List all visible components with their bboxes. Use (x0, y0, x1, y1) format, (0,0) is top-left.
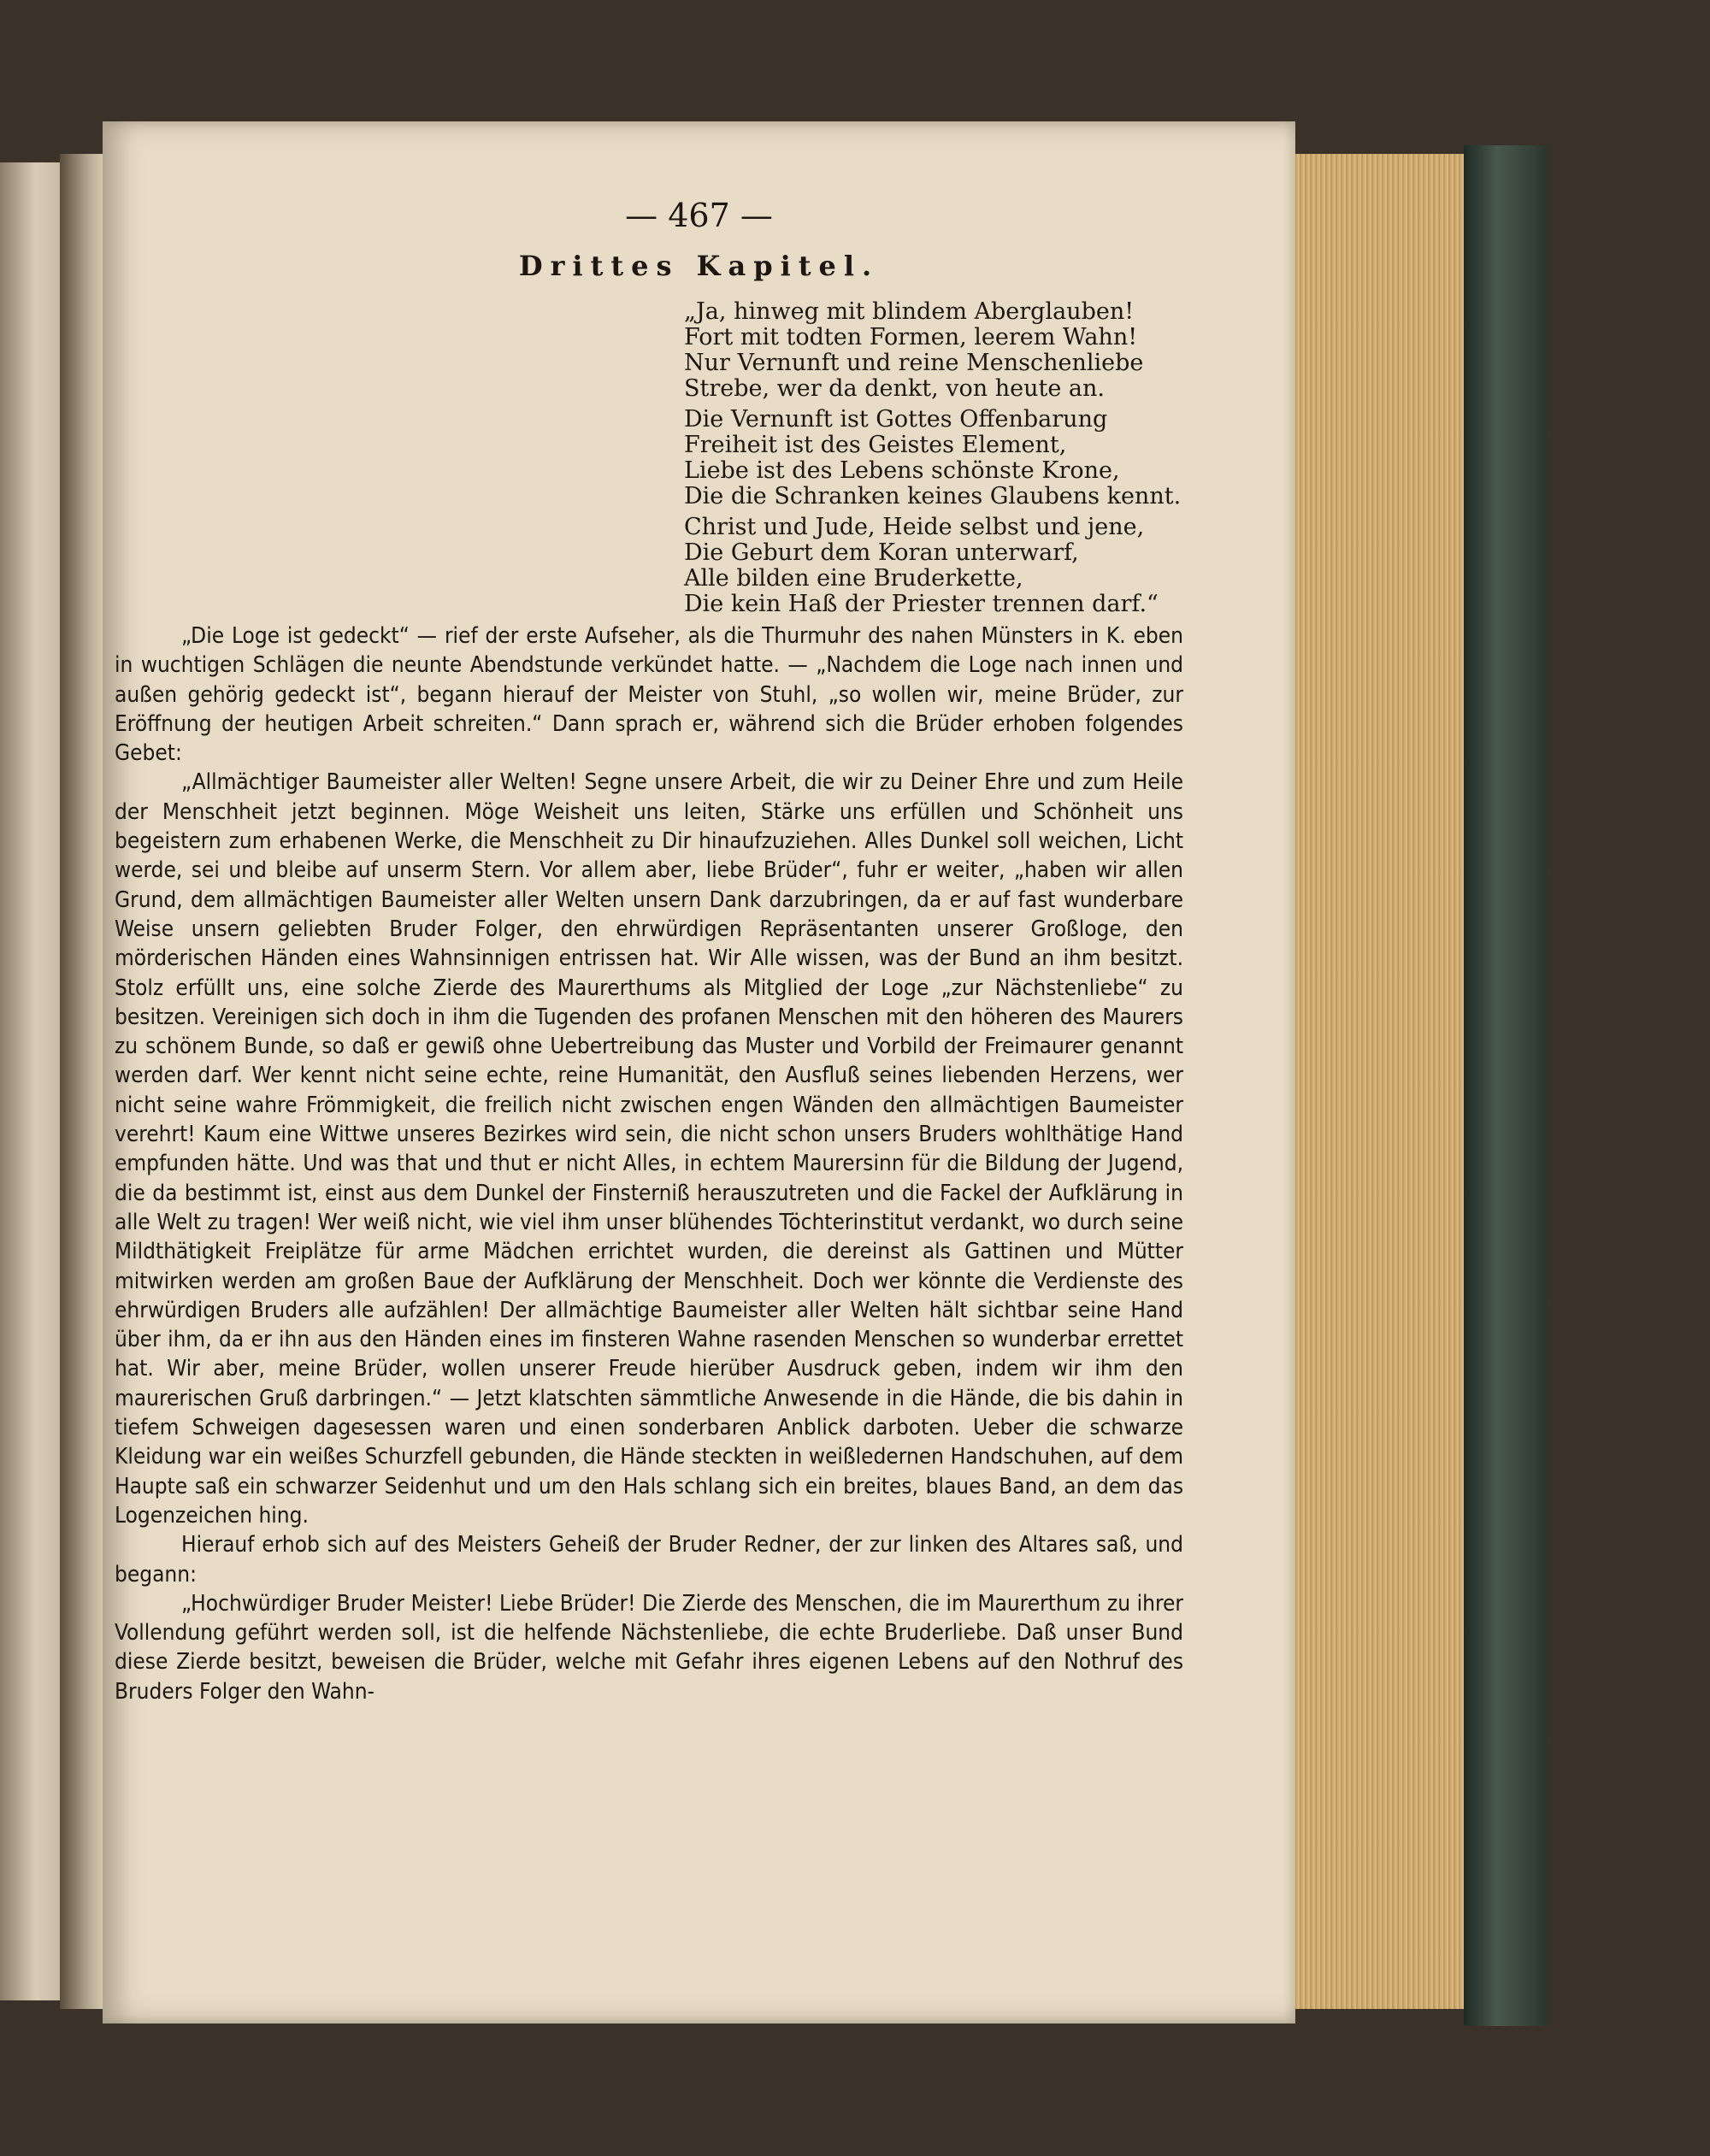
poem-line: Liebe ist des Lebens schönste Krone, (684, 457, 1120, 484)
poem-line: Alle bilden eine Bruderkette, (684, 565, 1023, 592)
page-number: — 467 — (625, 197, 773, 234)
facing-page-edge (0, 162, 60, 2000)
poem-stanza (684, 407, 1265, 510)
poem-stanza (684, 515, 1265, 617)
paragraph: „Hochwürdiger Bruder Meister! Liebe Brüder! Die Zierde des Menschen, die im Maurerthum zu ihrer Vollendung geführt werden soll, ist die helfende Nächstenliebe, die echte Bruderliebe. Daß unser Bund diese Zierde besitzt, beweisen die Brüder, welche mit Gefahr ihres eigenen Lebens auf den Nothruf des Bruders Folger den Wahn- (115, 1590, 1183, 1705)
poem-stanza (684, 299, 1265, 402)
poem-line: Fort mit todten Formen, leerem Wahn! (684, 324, 1138, 350)
poem-line: Christ und Jude, Heide selbst und jene, (684, 514, 1145, 540)
chapter-title: Drittes Kapitel. (518, 250, 880, 282)
poem-line: Nur Vernunft und reine Menschenliebe (684, 350, 1144, 376)
poem-line: Freiheit ist des Geistes Element, (684, 432, 1067, 458)
body-text (115, 621, 1183, 1706)
poem-line: Die kein Haß der Priester trennen darf.“ (684, 591, 1159, 617)
poem-line: Die Vernunft ist Gottes Offenbarung (684, 406, 1108, 433)
page-edges (1287, 154, 1466, 2009)
poem-line: Die die Schranken keines Glaubens kennt. (684, 483, 1182, 510)
paragraph: „Die Loge ist gedeckt“ — rief der erste Aufseher, als die Thurmuhr des nahen Münsters in K. eben in wuchtigen Schlägen die neunte Abendstunde verkündet hatte. — „Nachdem die Loge nach innen und außen gehörig gedeckt ist“, begann hierauf der Meister von Stuhl, „so wollen wir, meine Brüder, zur Eröffnung der heutigen Arbeit schreiten.“ Dann sprach er, während sich die Brüder erhoben folgendes Gebet: (115, 623, 1183, 767)
poem-line: Die Geburt dem Koran unterwarf, (684, 539, 1079, 566)
poem-line: „Ja, hinweg mit blindem Aberglauben! (684, 298, 1135, 325)
paragraph: Hierauf erhob sich auf des Meisters Geheiß der Bruder Redner, der zur linken des Altares saß, und begann: (115, 1532, 1183, 1588)
paragraph: „Allmächtiger Baumeister aller Welten! Segne unsere Arbeit, die wir zu Deiner Ehre und zum Heile der Menschheit jetzt beginnen. Möge Weisheit uns leiten, Stärke uns erfüllen und Schönheit uns begeistern zum erhabenen Werke, die Menschheit zu Dir hinaufzuziehen. Alles Dunkel soll weichen, Licht werde, sei und bleibe auf unserm Stern. Vor allem aber, liebe Brüder“, fuhr er weiter, „haben wir allen Grund, dem allmächtigen Baumeister aller Welten unsern Dank darzubringen, da er auf fast wunderbare Weise unsern geliebten Bruder Folger, den ehrwürdigen Repräsentanten unserer Großloge, den mörderischen Händen eines Wahnsinnigen entrissen hat. Wir Alle wissen, was der Bund an ihm besitzt. Stolz erfüllt uns, eine solche Zierde des Maurerthums als Mitglied der Loge „zur Nächstenliebe“ zu besitzen. Vereinigen sich doch in ihm die Tugenden des profanen Menschen mit den höheren des Maurers zu schönem Bunde, so daß er gewiß ohne Uebertreibung das Muster und Vorbild der Freimaurer genannt werden darf. Wer kennt nicht seine echte, reine Humanität, den Ausfluß seines liebenden Herzens, wer nicht seine wahre Frömmigkeit, die freilich nicht zwischen engen Wänden den allmächtigen Baumeister verehrt! Kaum eine Wittwe unseres Bezirkes wird sein, die nicht schon unsers Bruders wohlthätige Hand empfunden hätte. Und was that und thut er nicht Alles, in echtem Maurersinn für die Bildung der Jugend, die da bestimmt ist, einst aus dem Dunkel der Finsterniß herauszutreten und die Fackel der Aufklärung in alle Welt zu tragen! Wer weiß nicht, wie viel ihm unser blühendes Töchterinstitut verdankt, wo durch seine Mildthätigkeit Freiplätze für arme Mädchen errichtet wurden, die dereinst als Gattinen und Mütter mitwirken werden am großen Baue der Aufklärung der Menschheit. Doch wer könnte die Verdienste des ehrwürdigen Bruders alle aufzählen! Der allmächtige Baumeister aller Welten hält sichtbar seine Hand über ihm, da er ihn aus den Händen eines im finsteren Wahne rasenden Menschen so wunderbar errettet hat. Wir aber, meine Brüder, wollen unserer Freude hierüber Ausdruck geben, indem wir ihm den maurerischen Gruß darbringen.“ — Jetzt klatschten sämmtliche Anwesende in die Hände, die bis dahin in tiefem Schweigen dagesessen waren und einen sonderbaren Anblick darboten. Ueber die schwarze Kleidung war ein weißes Schurzfell gebunden, die Hände steckten in weißledernen Handschuhen, auf dem Haupte saß ein schwarzer Seidenhut und um den Hals schlang sich ein breites, blaues Band, an dem das Logenzeichen hing. (115, 769, 1183, 1529)
epigraph-poem (684, 299, 1265, 622)
poem-line: Strebe, wer da denkt, von heute an. (684, 375, 1105, 402)
book-page (103, 121, 1295, 2023)
book-cover (1464, 145, 1548, 2026)
